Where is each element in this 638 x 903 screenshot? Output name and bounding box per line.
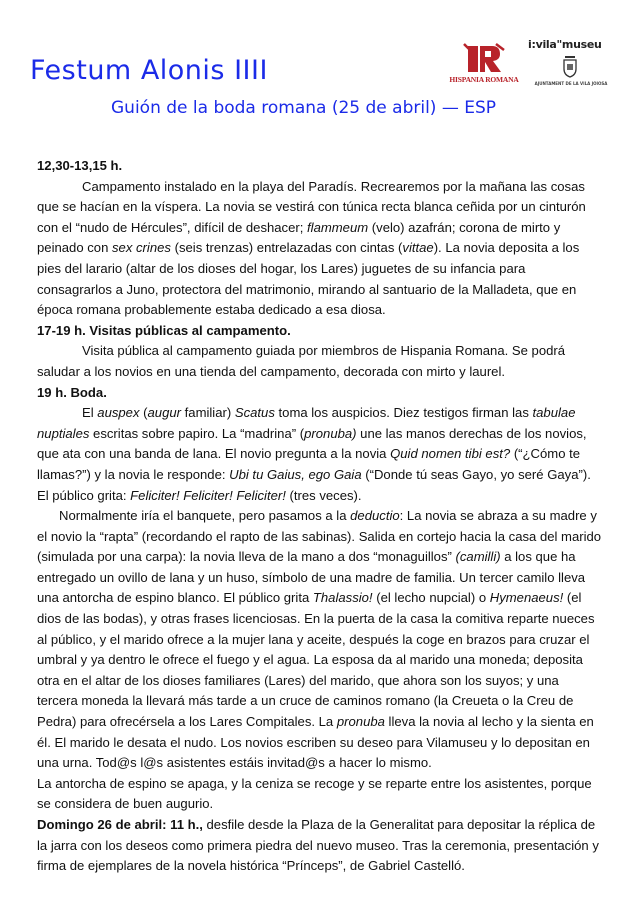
paragraph	[37, 177, 603, 321]
text-run: a los que ha entregado un ovillo de lana y un huso, símbolo de una madre de familia. Un tercer camilo lleva una antorcha de espino blanco. El público grita	[37, 549, 586, 606]
italic-term: augur	[147, 405, 182, 421]
vilamuseu-logo	[528, 38, 614, 94]
town-crest-icon	[562, 54, 578, 78]
italic-term: flammeum	[307, 219, 369, 235]
text-run: Campamento instalado en la playa del Paradís. Recrearemos por la mañana las cosas que se hacían en la víspera. La novia se vestirá con túnica recta blanca ceñida por un cinturón con el “nudo de Hércules”, difícil de deshacer;	[37, 178, 586, 235]
section-heading: 17-19 h. Visitas públicas al campamento.	[37, 322, 291, 338]
vilamuseu-wordmark: i:vila"museu	[528, 38, 602, 51]
italic-term: pronuba	[336, 714, 385, 730]
text-run: (el lecho nupcial) o	[372, 590, 490, 606]
document-title: Festum Alonis IIII	[30, 55, 268, 86]
paragraph: La antorcha de espino se apaga, y la ceniza se recoge y se reparte entre los asistentes, porque se considera de buen augurio.	[37, 775, 592, 812]
bold-run: Domingo 26 de abril: 11 h.,	[37, 817, 203, 832]
text-run: (tres veces).	[285, 487, 362, 503]
hispania-romana-icon	[462, 42, 506, 76]
document-subtitle: Guión de la boda romana (25 de abril) — ESP	[111, 98, 497, 118]
text-run: (velo) azafrán; corona de mirto y peinado con	[37, 219, 561, 256]
section-heading: 12,30-13,15 h.	[37, 158, 123, 173]
hispania-romana-logo	[448, 42, 520, 88]
document-body	[37, 156, 603, 877]
text-run: (	[139, 405, 148, 421]
italic-term: deductio	[350, 508, 400, 524]
italic-term: Scatus	[234, 405, 275, 421]
italic-term: Thalassio!	[312, 590, 373, 606]
italic-term: tabulae nuptiales	[37, 405, 576, 441]
italic-term: (camilli)	[455, 549, 501, 565]
text-run: : La novia se abraza a su madre y el novio la “rapta” (recordando el rapto de las sabinas). Salida en cortejo hacia la casa del marido (simulada por una carpa): la novia lleva de la mano a dos “monaguillos”	[37, 508, 602, 565]
text-run: (“¿Cómo te llamas?”) y la novia le responde:	[37, 446, 581, 482]
text-run: familiar)	[181, 405, 235, 421]
italic-term: Quid nomen tibi est?	[390, 446, 511, 462]
text-run: Normalmente iría el banquete, pero pasamos a la	[59, 508, 351, 524]
italic-term: Hymenaeus!	[489, 590, 564, 606]
text-run: (“Donde tú seas Gayo, yo seré Gaya”). El público grita:	[37, 466, 591, 503]
section-heading: 19 h. Boda.	[37, 384, 107, 400]
italic-term: pronuba)	[304, 425, 357, 441]
text-run: toma los auspicios. Diez testigos firman las	[274, 405, 533, 421]
text-run: (el dios de las bodas), y otras frases licenciosas. En la puerta de la casa la comitiva reparte nueces al público, y el marido ofrece a la mujer lana y aceite, después la coge en brazos para cruzar el umbral y ya dentro le ofrece el fuego y el agua. La esposa da al marido una moneda; deposita otra en el altar de los dioses familiares (Lares) del marido, que ahora son los suyos; y una tercera moneda la llevará más tarde a un cruce de caminos romano (la Creueta o la Creu de Pedra) para ofrecérsela a los Lares Compitales. La	[37, 590, 595, 730]
paragraph	[37, 506, 603, 774]
hispania-romana-wordmark: HISPANIA ROMANA	[449, 75, 519, 84]
text-run: ). La novia deposita a los pies del larario (altar de los dioses del hogar, los Lares) juguetes de su infancia para consagrarlos a Juno, protectora del matrimonio, mirando al santuario de la Malladeta, que en época romana probablemente estaba dedicado a esa diosa.	[37, 240, 580, 318]
paragraph: Visita pública al campamento guiada por miembros de Hispania Romana. Se podrá saludar a los novios en una tienda del campamento, decorada con mirto y laurel.	[37, 343, 566, 379]
text-run: El	[82, 405, 98, 421]
text-run: escritas sobre papiro. La “madrina” (	[89, 425, 305, 441]
paragraph	[37, 403, 603, 506]
text-run: une las manos derechas de los novios, que ata con una banda de lana. El novio pregunta a la novia	[37, 425, 587, 462]
text-run: lleva la novia al lecho y la sienta en él. El marido le desata el nudo. Los novios escriben su deseo para Vilamuseu y lo depositan en una urna. Tod@s l@s asistentes estáis invitad@s a hacer lo mismo.	[37, 714, 594, 771]
italic-term: Feliciter! Feliciter! Feliciter!	[130, 487, 286, 503]
text-run: (seis trenzas) entrelazadas con cintas (	[170, 240, 403, 256]
vilamuseu-subtitle: AJUNTAMENT DE LA VILA JOIOSA	[534, 81, 608, 86]
italic-term: sex crines	[112, 240, 171, 256]
text-run: desfile desde la Plaza de la Generalitat para depositar la réplica de la jarra con los deseos como primera piedra del nuevo museo. Tras la ceremonia, presentación y firma de ejemplares de la novela histórica “Prínceps”, de Gabriel Castelló.	[37, 817, 599, 874]
paragraph	[37, 815, 603, 877]
italic-term: auspex	[97, 405, 140, 421]
italic-term: Ubi tu Gaius, ego Gaia	[229, 466, 362, 482]
italic-term: vittae	[402, 240, 434, 256]
